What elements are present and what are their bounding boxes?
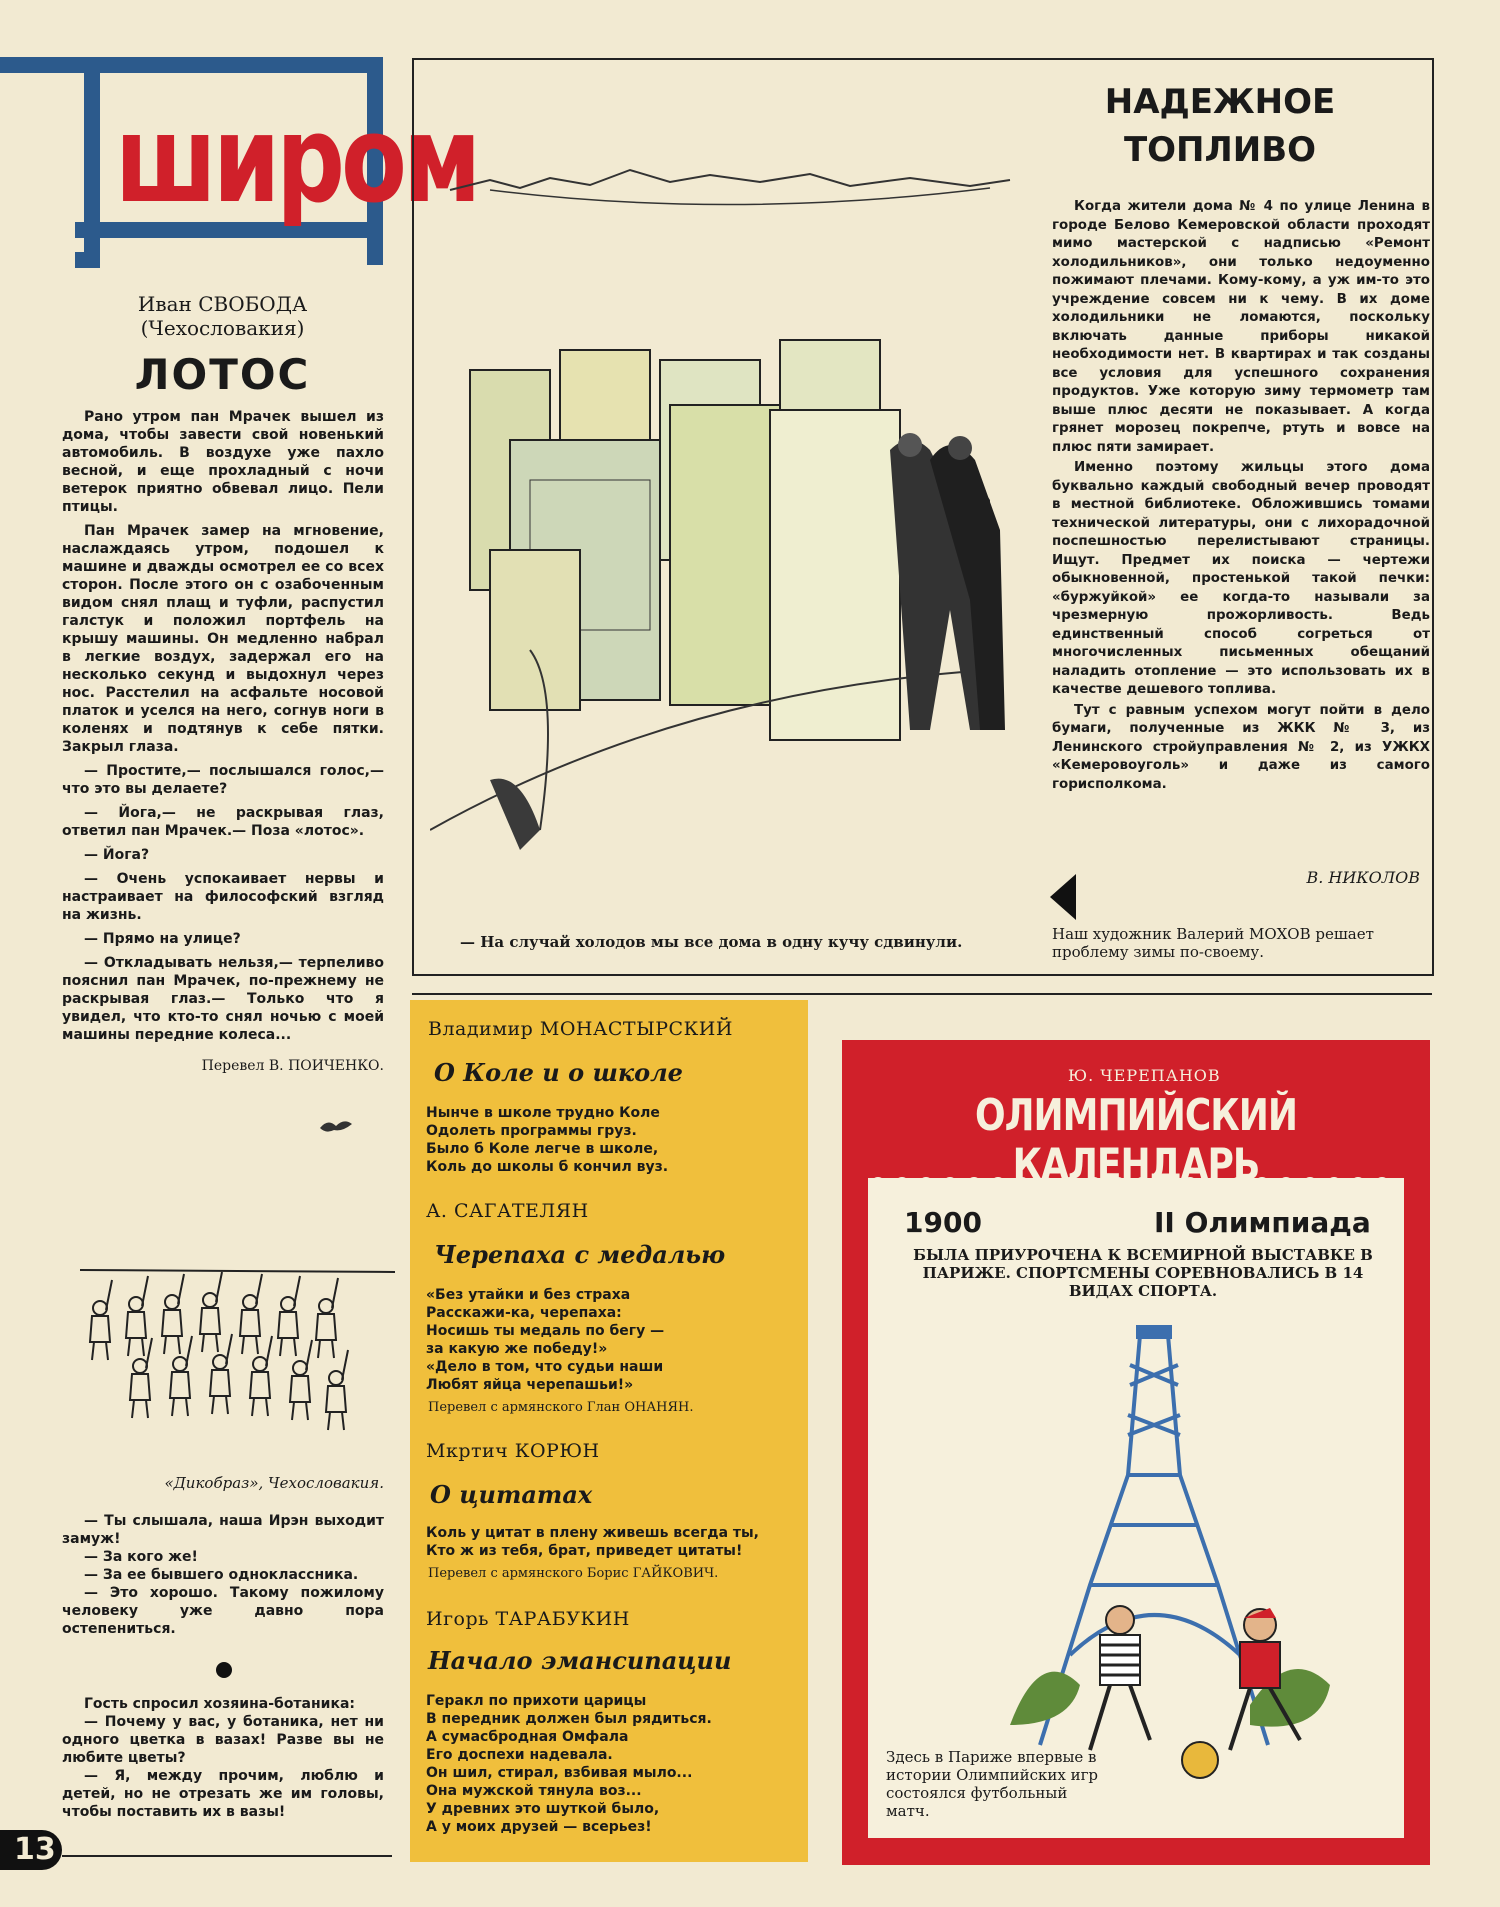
- poem-author: А. САГАТЕЛЯН: [426, 1200, 589, 1222]
- lotos-paragraph: — Простите,— послышался голос,— что это вы делаете?: [62, 763, 384, 797]
- lotos-body: [62, 408, 384, 1050]
- city-cartoon: [430, 130, 1030, 930]
- poem-title: Черепаха с медалью: [434, 1240, 726, 1269]
- middle-rule: [412, 993, 1432, 995]
- lotos-country: (Чехословакия): [140, 316, 305, 340]
- page-number: 13: [14, 1832, 56, 1867]
- footer-rule: [62, 1855, 392, 1857]
- joke-line: — Ты слышала, наша Ирэн выходит замуж!: [62, 1513, 384, 1547]
- lotos-paragraph: — Йога?: [84, 847, 150, 863]
- fuel-paragraph: Тут с равным успехом могут пойти в дело бумаги, полученные из ЖКК № 3, из Ленинского стройуправления № 2, из УЖКХ «Кемеровоуголь» и даже из самого горисполкома.: [1052, 702, 1430, 792]
- fuel-signature: В. НИКОЛОВ: [1306, 868, 1420, 887]
- poem-title: О цитатах: [430, 1480, 593, 1509]
- joke-line: — Это хорошо. Такому пожилому человеку уже давно пора остепениться.: [62, 1585, 384, 1637]
- poem-author: Мкртич КОРЮН: [426, 1440, 600, 1462]
- fuel-title-2: ТОПЛИВО: [1123, 130, 1317, 170]
- poem-translator: Перевел с армянского Глан ОНАНЯН.: [428, 1400, 694, 1415]
- olympic-games: II Олимпиада: [1154, 1206, 1371, 1239]
- poem-text: Геракл по прихоти царицы В передник должен был рядиться. А сумасбродная Омфала Его доспехи надевала. Он шил, стирал, взбивая мыло... Она мужской тянула воз... У древних это шуткой было, А у моих друзей — всерьез!: [426, 1693, 712, 1835]
- olympic-title: ОЛИМПИЙСКИЙ КАЛЕНДАРЬ: [975, 1091, 1297, 1191]
- bird-ornament: [318, 1116, 354, 1136]
- artist-note: Наш художник Валерий МОХОВ решает проблему зимы по-своему.: [1052, 925, 1374, 961]
- fuel-body: [1052, 198, 1430, 796]
- fuel-paragraph: Именно поэтому жильцы этого дома буквально каждый свободный вечер проводят в местной библиотеке. Обложившись томами технической литературы, они с лихорадочной поспешностью перелистывают страницы. Ищут. Предмет их поиска — чертежи обыкновенной, простенькой такой печки: «буржуйкой» ее когда-то называли за чрезмерную прожорливость. Ведь единственный способ согреться от многочисленных письменных обещаний наладить отопление — это использовать их в качестве дешевого топлива.: [1052, 460, 1430, 697]
- joke-line: — Почему у вас, у ботаника, нет ни одного цветка в вазах! Разве вы не любите цветы?: [62, 1714, 384, 1766]
- joke-1: [62, 1512, 384, 1638]
- poem-author: Владимир МОНАСТЫРСКИЙ: [428, 1018, 733, 1040]
- poem-author: Игорь ТАРАБУКИН: [426, 1608, 630, 1630]
- lotos-paragraph: — Йога,— не раскрывая глаз, ответил пан Мрачек.— Поза «лотос».: [62, 805, 384, 839]
- lotos-translator: Перевел В. ПОИЧЕНКО.: [201, 1058, 384, 1074]
- soldiers-cartoon: [80, 1260, 400, 1470]
- olympic-description: БЫЛА ПРИУРОЧЕНА К ВСЕМИРНОЙ ВЫСТАВКЕ В ПАРИЖЕ. СПОРТСМЕНЫ СОРЕВНОВАЛИСЬ В 14 ВИДАХ СПОРТА.: [913, 1246, 1373, 1300]
- lotos-paragraph: — Прямо на улице?: [84, 931, 241, 947]
- lotos-paragraph: — Откладывать нельзя,— терпеливо пояснил пан Мрачек, по-прежнему не раскрывая глаз.— Только что я увидел, что кто-то снял ночью с моей машины передние колеса...: [62, 955, 384, 1043]
- joke-line: Гость спросил хозяина-ботаника:: [84, 1696, 356, 1712]
- joke-2: [62, 1695, 384, 1821]
- poem-title: О Коле и о школе: [434, 1058, 683, 1087]
- poem-translator: Перевел с армянского Борис ГАЙКОВИЧ.: [428, 1566, 719, 1581]
- poem-text: «Без утайки и без страха Расскажи-ка, черепаха: Носишь ты медаль по бегу — за какую же победу!» «Дело в том, что судьи наши Любят яйца черепашьи!»: [426, 1287, 665, 1393]
- masthead: [0, 55, 478, 270]
- fuel-paragraph: Когда жители дома № 4 по улице Ленина в городе Белово Кемеровской области проходят мимо мастерской с надписью «Ремонт холодильников», они только недоуменно пожимают плечами. Кому-кому, а уж им-то это учреждение совсем ни к чему. В их доме холодильники не ломаются, поскольку включать данные приборы никакой необходимости нет. В квартирах и так созданы все условия для успешного сохранения продуктов. Уже которую зиму термометр там выше плюс десяти не показывает. А когда грянет морозец покрепче, ртуть и вовсе на плюс пяти замирает.: [1052, 199, 1430, 455]
- poem-text: Нынче в школе трудно Коле Одолеть программы груз. Было б Коле легче в школе, Коль до школы б кончил вуз.: [426, 1105, 669, 1175]
- olympic-author: Ю. ЧЕРЕПАНОВ: [1068, 1066, 1221, 1085]
- olympic-year: 1900: [904, 1206, 982, 1239]
- joke-line: — За ее бывшего одноклассника.: [84, 1567, 359, 1583]
- lotos-paragraph: Рано утром пан Мрачек вышел из дома, чтобы завести свой новенький автомобиль. В воздухе уже пахло весной, и еще прохладный с ночи ветерок приятно обвевал лицо. Пели птицы.: [62, 409, 384, 515]
- poem-title: Начало эмансипации: [428, 1646, 732, 1675]
- cartoon-caption: — На случай холодов мы все дома в одну кучу сдвинули.: [460, 933, 963, 951]
- soldiers-credit: «Дикобраз», Чехословакия.: [164, 1474, 384, 1492]
- joke-separator-dot: [216, 1662, 232, 1678]
- joke-line: — За кого же!: [84, 1549, 198, 1565]
- joke-line: — Я, между прочим, люблю и детей, но не отрезать же им головы, чтобы поставить их в вазы!: [62, 1768, 384, 1820]
- lotos-paragraph: — Очень успокаивает нервы и настраивает на философский взгляд на жизнь.: [62, 871, 384, 923]
- poem-text: Коль у цитат в плену живешь всегда ты, Кто ж из тебя, брат, приведет цитаты!: [426, 1525, 759, 1559]
- fuel-title-1: НАДЕЖНОЕ: [1104, 82, 1336, 122]
- masthead-logo: широм: [115, 89, 478, 230]
- lotos-author: Иван СВОБОДА: [137, 292, 308, 316]
- left-triangle-icon: [1050, 874, 1078, 920]
- lotos-title: ЛОТОС: [134, 350, 311, 399]
- olympic-caption: Здесь в Париже впервые в истории Олимпийских игр состоялся футбольный матч.: [886, 1748, 1099, 1820]
- lotos-paragraph: Пан Мрачек замер на мгновение, наслаждаясь утром, подошел к машине и дважды осмотрел ее со всех сторон. После этого он с озабоченным видом снял плащ и туфли, распустил галстук и положил портфель на крышу машины. Он медленно набрал в легкие воздух, задержал его на несколько секунд и выдохнул через нос. Расстелил на асфальте носовой платок и уселся на него, согнув ноги в коленях и подтянув к себе пятки. Закрыл глаза.: [62, 523, 384, 755]
